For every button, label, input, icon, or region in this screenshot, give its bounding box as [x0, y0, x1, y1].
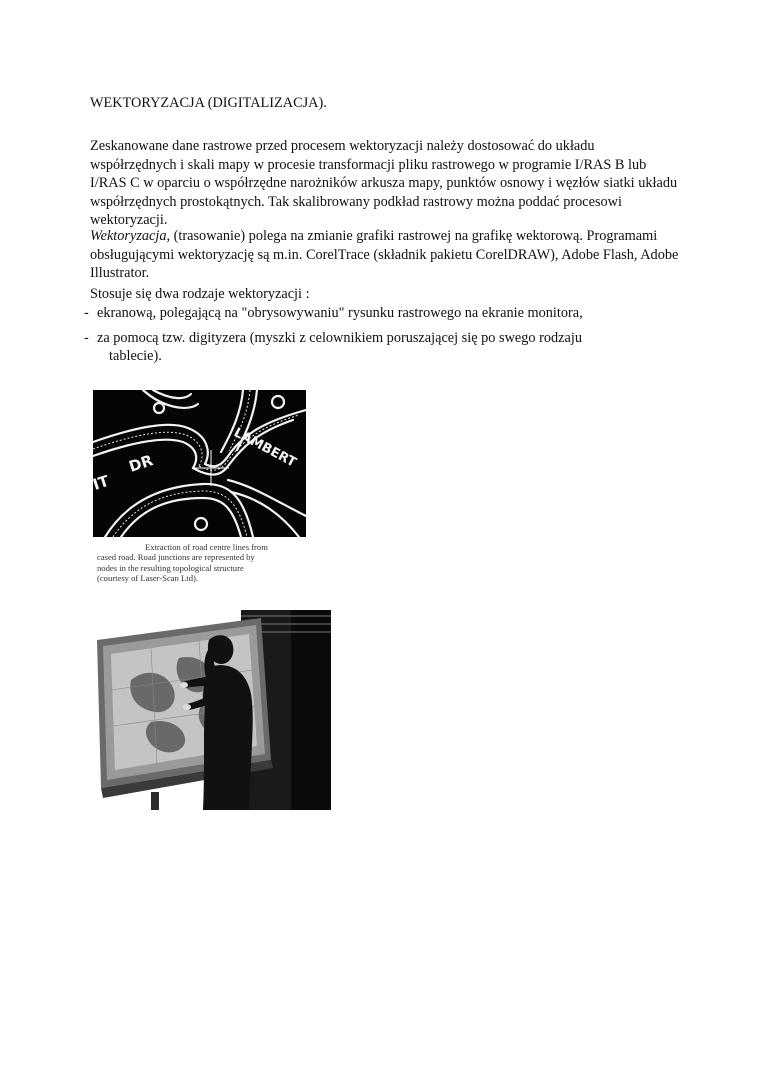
digitizer-table-photo: [91, 610, 331, 810]
figure-caption: [97, 542, 312, 584]
list-dash: -: [84, 329, 89, 346]
list-item-text: za pomocą tzw. digityzera (myszki z celownikiem poruszającej się po swego rodzaju: [97, 329, 582, 346]
caption-line: nodes in the resulting topological structure: [97, 562, 244, 573]
document-title: WEKTORYZACJA (DIGITALIZACJA).: [90, 95, 327, 111]
caption-line: Extraction of road centre lines from: [145, 542, 268, 552]
definition-text: (trasowanie) polega na zmianie grafiki rastrowej na grafikę wektorową. Programami obsługującymi wektoryzację są m.in. CorelTrace (składnik pakietu CorelDRAW), Adobe Flash, Adobe Illustrator.: [90, 228, 679, 282]
vectorization-types-list: [80, 304, 680, 372]
map-label-lambert: LAMBERT: [231, 425, 299, 471]
paragraph-definition: [90, 227, 680, 283]
list-item: [80, 304, 680, 323]
road-map-figure: [90, 390, 306, 537]
caption-line: cased road. Road junctions are represented by: [97, 552, 255, 563]
list-dash: -: [84, 305, 89, 321]
paragraph-calibration: Zeskanowane dane rastrowe przed procesem wektoryzacji należy dostosować do układu współrzędnych i skali mapy w procesie transformacji pliku rastrowego w programie I/RAS B lub I/RAS C w oparciu o współrzędne narożników arkusza mapy, punktów osnowy i węzłów siatki układu współrzędnych prostokątnych. Tak skalibrowany podkład rastrowy można poddać procesowi wektoryzacji.: [90, 138, 678, 229]
term-wektoryzacja: Wektoryzacja,: [90, 228, 171, 244]
map-label-it: IT: [90, 471, 112, 494]
map-label-dr: DR: [126, 451, 156, 476]
caption-line: (courtesy of Laser-Scan Ltd).: [97, 573, 199, 584]
list-item: [80, 329, 680, 366]
list-item-text: ekranową, polegającą na "obrysowywaniu" rysunku rastrowego na ekranie monitora,: [97, 305, 583, 321]
list-item-continuation: tablecie).: [109, 348, 162, 365]
paragraph-types-intro: Stosuje się dwa rodzaje wektoryzacji :: [90, 286, 310, 302]
